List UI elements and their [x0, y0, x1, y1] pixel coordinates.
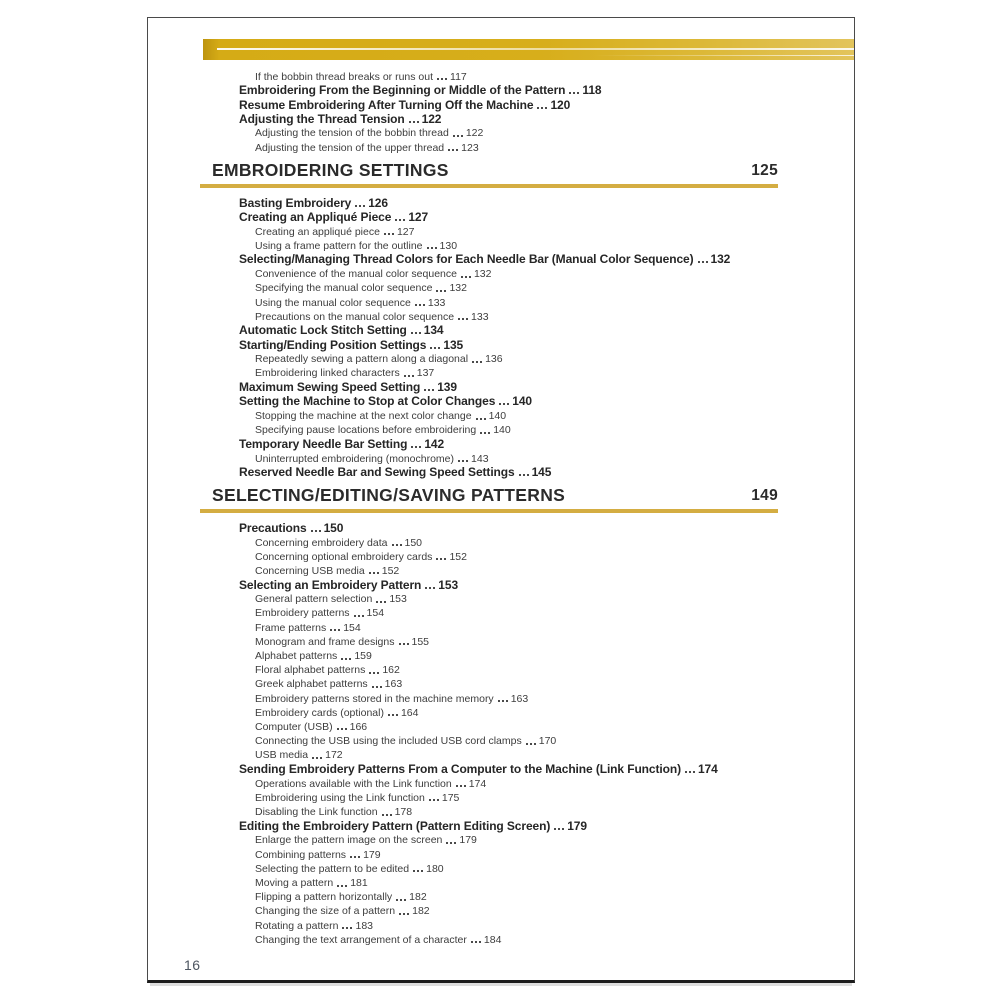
toc-entry-page-number: 163 [510, 692, 529, 705]
toc-entry [200, 676, 778, 690]
section-title: EMBROIDERING SETTINGS [212, 160, 449, 181]
toc-entry-title: Convenience of the manual color sequence [255, 268, 457, 281]
toc-entry [200, 718, 778, 732]
toc-entry [200, 393, 778, 407]
toc-entry-title: Embroidering From the Beginning or Middle of the Pattern [239, 83, 566, 98]
toc-entry [200, 308, 778, 322]
toc-entry-title: Automatic Lock Stitch Setting [239, 323, 407, 338]
toc-entry [200, 917, 778, 931]
dot-leader [354, 615, 364, 617]
toc-entry-title: Embroidery cards (optional) [255, 706, 384, 719]
toc-entry-page-number: 140 [512, 394, 533, 409]
dot-leader [350, 856, 360, 858]
toc-entry [200, 704, 778, 718]
toc-entry [200, 605, 778, 619]
toc-entry-page-number: 153 [438, 577, 459, 592]
toc-entry [200, 68, 778, 82]
dot-leader [472, 361, 482, 363]
toc-entry-page-number: 137 [416, 367, 435, 380]
toc-entry-page-number: 163 [384, 678, 403, 691]
toc-entry-page-number: 175 [441, 791, 460, 804]
toc-entry [200, 209, 778, 223]
toc-entry-page-number: 139 [437, 380, 457, 395]
toc-entry-page-number: 133 [471, 310, 489, 323]
toc-entry [200, 662, 778, 676]
toc-entry [200, 775, 778, 789]
toc-entry [200, 832, 778, 846]
toc-entry-title: Rotating a pattern [255, 919, 339, 932]
toc-entry-page-number: 143 [471, 452, 489, 465]
toc-entry [200, 789, 778, 803]
toc-entry-title: If the bobbin thread breaks or runs out [255, 70, 434, 83]
dot-leader [424, 389, 434, 391]
dot-leader [461, 276, 471, 278]
dot-leader [446, 842, 456, 844]
section-gold-rule [200, 509, 778, 513]
toc-entry [200, 351, 778, 365]
toc-entry-title: Combining patterns [255, 848, 347, 861]
toc-entry-page-number: 122 [465, 127, 484, 140]
dot-leader [425, 587, 435, 589]
dot-leader [415, 304, 425, 306]
toc-entry-title: Embroidery patterns stored in the machine memory [255, 692, 494, 705]
dot-leader [399, 913, 409, 915]
dot-leader [312, 757, 322, 759]
toc-entry [200, 422, 778, 436]
toc-entry-page-number: 184 [483, 933, 502, 946]
dot-leader [330, 629, 340, 631]
toc-entry-title: Starting/Ending Position Settings [239, 337, 427, 352]
dot-leader [430, 347, 440, 349]
toc-entry-page-number: 122 [421, 111, 442, 126]
toc-entry-page-number: 153 [389, 593, 407, 606]
toc-entry-page-number: 130 [439, 239, 458, 252]
accent-bar-highlight-right [594, 55, 854, 57]
toc-entry [200, 251, 778, 265]
dot-leader [453, 135, 463, 137]
toc-entry [200, 407, 778, 421]
toc-entry [200, 322, 778, 336]
dot-leader [698, 261, 708, 263]
toc-entry [200, 903, 778, 917]
section-page-number: 149 [751, 487, 778, 505]
toc-entry [200, 237, 778, 251]
toc-entry-title: Embroidering linked characters [255, 367, 400, 380]
toc-entry [200, 619, 778, 633]
toc-entry-title: Concerning embroidery data [255, 536, 388, 549]
toc-entry [200, 265, 778, 279]
toc-entry-page-number: 145 [531, 465, 552, 480]
toc-entry [200, 591, 778, 605]
toc-entry-page-number: 126 [368, 195, 388, 210]
toc-entry [200, 562, 778, 576]
toc-entry-page-number: 140 [493, 424, 511, 437]
toc-entry-title: Maximum Sewing Speed Setting [239, 380, 421, 395]
toc-entry [200, 436, 778, 450]
toc-entry [200, 280, 778, 294]
toc-entry-title: Temporary Needle Bar Setting [239, 436, 408, 451]
toc-entry [200, 520, 778, 534]
dot-leader [369, 572, 379, 574]
toc-entry-page-number: 127 [396, 225, 415, 238]
toc-entry-title: Precautions on the manual color sequence [255, 310, 455, 323]
toc-entry [200, 548, 778, 562]
toc-entry-title: Adjusting the tension of the bobbin thread [255, 127, 449, 140]
dot-leader [396, 899, 406, 901]
toc-entry-page-number: 180 [426, 862, 444, 875]
toc-entry-title: Connecting the USB using the included USB cord clamps [255, 735, 522, 748]
toc-entry [200, 125, 778, 139]
dot-leader [498, 700, 508, 702]
toc-entry-page-number: 154 [366, 607, 385, 620]
toc-entry-title: Specifying the manual color sequence [255, 282, 433, 295]
toc-entry-page-number: 179 [567, 818, 587, 833]
toc-entry-page-number: 181 [350, 877, 368, 889]
toc-entry-title: Setting the Machine to Stop at Color Changes [239, 394, 496, 409]
toc-entry-title: Computer (USB) [255, 720, 333, 733]
toc-entry [200, 846, 778, 860]
toc-entry-title: Adjusting the Thread Tension [239, 111, 405, 126]
toc-entry-page-number: 183 [355, 919, 374, 932]
toc-entry-page-number: 132 [449, 282, 467, 295]
toc-entry-title: Uninterrupted embroidering (monochrome) [255, 452, 455, 465]
toc-entry-title: Moving a pattern [255, 877, 334, 889]
dot-leader [537, 107, 547, 109]
toc-entry-page-number: 150 [323, 520, 344, 535]
toc-entry [200, 889, 778, 903]
toc-entry-page-number: 117 [450, 70, 467, 83]
toc-entry-page-number: 164 [400, 706, 419, 719]
toc-entry [200, 139, 778, 153]
toc-entry-title: Adjusting the tension of the upper thread [255, 141, 445, 154]
toc-entry [200, 365, 778, 379]
dot-leader [337, 885, 347, 887]
toc-entry [200, 647, 778, 661]
dot-leader [311, 530, 321, 532]
toc-entry-page-number: 134 [423, 323, 444, 338]
dot-leader [436, 558, 446, 560]
toc-entry-title: Floral alphabet patterns [255, 664, 366, 677]
toc-entry-page-number: 174 [468, 777, 487, 790]
toc-entry-page-number: 178 [394, 806, 413, 819]
section-page-number: 125 [751, 162, 778, 180]
dot-leader [448, 149, 458, 151]
toc-entry-page-number: 123 [461, 141, 479, 154]
toc-entry [200, 931, 778, 945]
toc-entry [200, 747, 778, 761]
toc-entry-title: Using the manual color sequence [255, 296, 411, 309]
dot-leader [569, 92, 579, 94]
accent-bar-highlight [217, 48, 854, 50]
section-gold-rule [200, 184, 778, 188]
toc-entry [200, 111, 778, 125]
toc-entry [200, 534, 778, 548]
toc-entry [200, 690, 778, 704]
toc-entry-title: Resume Embroidering After Turning Off the Machine [239, 97, 534, 112]
dot-leader [411, 332, 421, 334]
toc-entry [200, 96, 778, 110]
toc-entry-title: Embroidery patterns [255, 607, 350, 620]
toc-entry-page-number: 182 [409, 891, 427, 904]
toc-entry-page-number: 150 [404, 536, 423, 549]
toc-entry-title: Flipping a pattern horizontally [255, 891, 393, 904]
toc-entry-page-number: 136 [485, 353, 503, 366]
toc-entry [200, 818, 778, 832]
toc-entry-title: Sending Embroidery Patterns From a Computer to the Machine (Link Function) [239, 762, 681, 776]
dot-leader [355, 205, 365, 207]
dot-leader [458, 460, 468, 462]
toc-entry [200, 732, 778, 746]
dot-leader [456, 785, 466, 787]
toc-entry-title: Selecting the pattern to be edited [255, 862, 410, 875]
toc-entry-title: Monogram and frame designs [255, 635, 395, 648]
toc-entry-page-number: 179 [363, 848, 381, 861]
toc-entry-page-number: 133 [427, 296, 446, 309]
toc-entry-title: Creating an Appliqué Piece [239, 209, 392, 224]
toc-entry-title: Reserved Needle Bar and Sewing Speed Settings [239, 465, 515, 480]
toc-entry-title: Greek alphabet patterns [255, 678, 368, 691]
toc-entry-title: USB media [255, 749, 309, 762]
toc-entry [200, 294, 778, 308]
dot-leader [369, 672, 379, 674]
toc-entry-page-number: 118 [582, 83, 602, 98]
dot-leader [480, 432, 490, 434]
toc-entry-page-number: 159 [354, 650, 372, 662]
toc-entry-title: General pattern selection [255, 593, 373, 606]
toc-entry-title: Alphabet patterns [255, 650, 338, 662]
header-accent-bar [203, 39, 854, 60]
dot-leader [376, 601, 386, 603]
toc-entry [200, 874, 778, 888]
toc-entry [200, 803, 778, 817]
dot-leader [471, 941, 481, 943]
toc-entry-title: Selecting/Managing Thread Colors for Each Needle Bar (Manual Color Sequence) [239, 252, 694, 267]
toc-entry-page-number: 179 [459, 834, 477, 847]
toc-entry-page-number: 170 [538, 735, 557, 748]
toc-entry-title: Disabling the Link function [255, 806, 378, 819]
toc-entry [200, 82, 778, 96]
toc-entry [200, 633, 778, 647]
dot-leader [395, 219, 405, 221]
dot-leader [341, 658, 351, 660]
toc-entry-page-number: 140 [488, 410, 507, 422]
dot-leader [382, 814, 392, 816]
dot-leader [554, 828, 564, 830]
toc-entry-title: Enlarge the pattern image on the screen [255, 834, 443, 847]
dot-leader [392, 544, 402, 546]
dot-leader [458, 318, 468, 320]
toc-entry [200, 195, 778, 209]
toc-entry [200, 336, 778, 350]
dot-leader [499, 403, 509, 405]
toc-section-heading [200, 161, 778, 179]
toc-entry [200, 860, 778, 874]
toc-entry-page-number: 154 [343, 621, 361, 634]
dot-leader [427, 247, 437, 249]
dot-leader [411, 446, 421, 448]
toc-entry-title: Changing the text arrangement of a character [255, 933, 467, 946]
toc-entry-page-number: 182 [412, 905, 430, 918]
toc-entry-title: Concerning USB media [255, 564, 365, 577]
dot-leader [399, 643, 409, 645]
toc-entry-title: Stopping the machine at the next color change [255, 410, 472, 422]
dot-leader [372, 686, 382, 688]
dot-leader [409, 121, 419, 123]
toc-entry-page-number: 166 [349, 720, 368, 733]
toc-entry-page-number: 120 [550, 97, 571, 112]
section-title: SELECTING/EDITING/SAVING PATTERNS [212, 485, 566, 506]
toc-entry-title: Editing the Embroidery Pattern (Pattern Editing Screen) [239, 818, 551, 833]
toc-section-heading [200, 486, 778, 504]
toc-entry-title: Selecting an Embroidery Pattern [239, 577, 422, 592]
toc-entry-title: Basting Embroidery [239, 195, 352, 210]
toc-entry-page-number: 132 [473, 268, 492, 281]
toc-entry [200, 379, 778, 393]
dot-leader [388, 714, 398, 716]
toc-entry-title: Frame patterns [255, 621, 327, 634]
dot-leader [337, 728, 347, 730]
dot-leader [413, 870, 423, 872]
toc-entry-page-number: 152 [449, 550, 467, 563]
toc-page [147, 17, 855, 983]
dot-leader [526, 743, 536, 745]
toc-entry-title: Repeatedly sewing a pattern along a diagonal [255, 353, 469, 366]
toc-entry-page-number: 127 [408, 209, 429, 224]
toc-entry-page-number: 162 [382, 664, 400, 677]
dot-leader [437, 78, 447, 80]
toc-entry-page-number: 152 [381, 564, 400, 577]
toc-entry [200, 450, 778, 464]
toc-entry-page-number: 172 [325, 749, 343, 762]
toc-entry-title: Concerning optional embroidery cards [255, 550, 433, 563]
toc-entry-page-number: 155 [411, 635, 430, 648]
toc-entry-title: Embroidering using the Link function [255, 791, 425, 804]
toc-entry-title: Creating an appliqué piece [255, 225, 380, 238]
toc-entry-page-number: 132 [710, 252, 731, 267]
toc-entry-page-number: 142 [424, 436, 445, 451]
toc-entry-title: Using a frame pattern for the outline [255, 239, 423, 252]
table-of-contents [200, 68, 778, 945]
page-number: 16 [184, 957, 201, 973]
toc-entry-title: Changing the size of a pattern [255, 905, 396, 918]
toc-entry [200, 761, 778, 775]
toc-entry [200, 223, 778, 237]
dot-leader [404, 375, 414, 377]
dot-leader [436, 290, 446, 292]
toc-entry-page-number: 135 [443, 337, 464, 352]
dot-leader [476, 418, 486, 420]
dot-leader [384, 233, 394, 235]
dot-leader [342, 927, 352, 929]
dot-leader [429, 799, 439, 801]
dot-leader [685, 771, 695, 773]
toc-entry [200, 464, 778, 478]
dot-leader [519, 474, 529, 476]
toc-entry-title: Precautions [239, 520, 307, 535]
toc-entry-title: Specifying pause locations before embroidering [255, 424, 477, 437]
toc-entry-title: Operations available with the Link function [255, 777, 452, 790]
toc-entry [200, 576, 778, 590]
toc-entry-page-number: 174 [697, 762, 718, 776]
